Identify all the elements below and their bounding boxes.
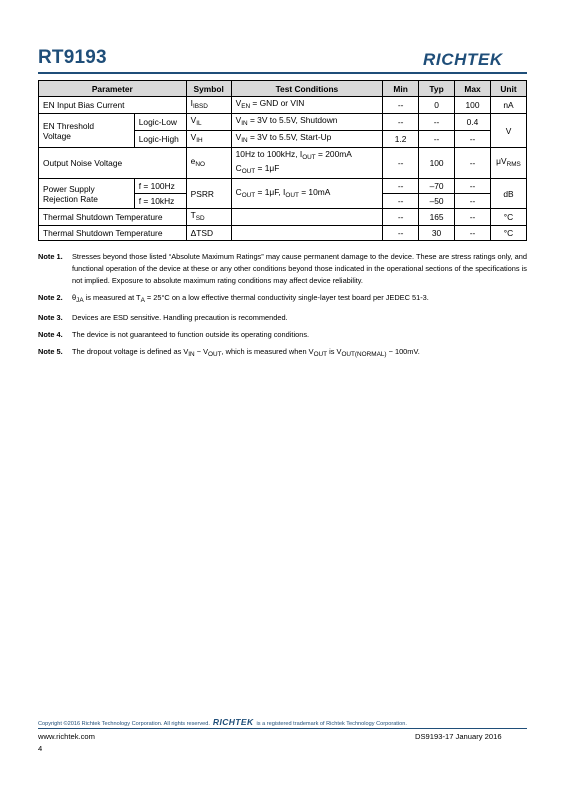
max-cell: 0.4 xyxy=(455,114,491,131)
table-row xyxy=(39,179,527,194)
min-cell: -- xyxy=(383,148,419,179)
table-row xyxy=(39,114,527,131)
footer-logo: RICHTEK xyxy=(212,717,254,727)
typ-cell: -- xyxy=(419,131,455,148)
footer-url: www.richtek.com xyxy=(38,732,95,741)
typ-cell: -- xyxy=(419,114,455,131)
part-number: RT9193 xyxy=(38,47,107,68)
max-cell: -- xyxy=(455,131,491,148)
min-cell: -- xyxy=(383,194,419,209)
page-number: 4 xyxy=(38,744,43,753)
symbol-cell: $T_{SD}$ xyxy=(186,209,231,226)
min-cell: -- xyxy=(383,97,419,114)
footer-copyright: Copyright ©2016 Richtek Technology Corporation. All rights reserved. RICHTEK is a registered trademark of Richtek Technology Corporation. xyxy=(38,717,407,727)
max-cell: -- xyxy=(455,148,491,179)
test-condition-cell: $V_{IN} = 3V$ to 5.5V, Shutdown xyxy=(231,114,383,131)
symbol-cell: $I_{IBSD}$ xyxy=(186,97,231,114)
test-condition-cell: $C_{OUT} = 1\mu F$, $I_{OUT} = 10mA$ xyxy=(231,179,383,209)
note-text: The device is not guaranteed to function outside its operating conditions. xyxy=(72,330,310,339)
symbol-cell: $e_{NO}$ xyxy=(186,148,231,179)
table-header-row xyxy=(39,81,527,97)
symbol-cell: PSRR xyxy=(186,179,231,209)
typ-cell: 165 xyxy=(419,209,455,226)
symbol-cell: ΔTSD xyxy=(186,226,231,241)
footer-doc-id: DS9193-17 January 2016 xyxy=(415,732,502,741)
subparam-cell: f = 100Hz xyxy=(134,179,186,194)
test-condition-cell: $V_{EN}$ = GND or VIN xyxy=(231,97,383,114)
unit-cell: $\mu V_{RMS}$ xyxy=(490,148,526,179)
notes-section xyxy=(38,251,527,366)
typ-cell: 100 xyxy=(419,148,455,179)
richtek-logo: RICHTEK xyxy=(423,50,503,69)
min-cell: 1.2 xyxy=(383,131,419,148)
footer-rule xyxy=(38,728,527,729)
header-typ: Typ xyxy=(419,81,455,97)
test-condition-cell: 10Hz to 100kHz, $I_{OUT} = 200mA$ $C_{OUT} = 1\mu F$ xyxy=(231,148,383,179)
max-cell: -- xyxy=(455,179,491,194)
typ-cell: 0 xyxy=(419,97,455,114)
max-cell: -- xyxy=(455,226,491,241)
note-2 xyxy=(38,292,527,307)
param-cell: Thermal Shutdown Temperature xyxy=(39,209,187,226)
header-rule xyxy=(38,72,527,74)
electrical-characteristics-table xyxy=(38,80,527,241)
note-label: Note 1. xyxy=(38,252,63,261)
min-cell: -- xyxy=(383,209,419,226)
note-label: Note 4. xyxy=(38,330,63,339)
param-cell: EN Input Bias Current xyxy=(39,97,187,114)
unit-cell: °C xyxy=(490,209,526,226)
table-row xyxy=(39,209,527,226)
param-cell: Power Supply Rejection Rate xyxy=(39,179,135,209)
note-text: Stresses beyond those listed “Absolute Maximum Ratings” may cause permanent damage to the device. These are stress ratings only, and functional operation of the device at these or any other conditions beyond those indicated in the operational sections of the specifications is not implied. Exposure to absolute maximum rating conditions may affect device reliability. xyxy=(72,252,527,285)
table-row xyxy=(39,97,527,114)
header-max: Max xyxy=(455,81,491,97)
subparam-cell: f = 10kHz xyxy=(134,194,186,209)
max-cell: 100 xyxy=(455,97,491,114)
subparam-cell: Logic-Low xyxy=(134,114,186,131)
typ-cell: –50 xyxy=(419,194,455,209)
header-test-conditions: Test Conditions xyxy=(231,81,383,97)
unit-cell: V xyxy=(490,114,526,148)
header-symbol: Symbol xyxy=(186,81,231,97)
header-parameter: Parameter xyxy=(39,81,187,97)
note-1 xyxy=(38,251,527,287)
header-min: Min xyxy=(383,81,419,97)
param-cell: Thermal Shutdown Temperature xyxy=(39,226,187,241)
symbol-cell: $V_{IL}$ xyxy=(186,114,231,131)
table-row xyxy=(39,226,527,241)
test-condition-cell xyxy=(231,226,383,241)
min-cell: -- xyxy=(383,226,419,241)
note-5 xyxy=(38,346,527,361)
header-unit: Unit xyxy=(490,81,526,97)
typ-cell: –70 xyxy=(419,179,455,194)
unit-cell: dB xyxy=(490,179,526,209)
min-cell: -- xyxy=(383,179,419,194)
note-label: Note 5. xyxy=(38,347,63,356)
table-row xyxy=(39,148,527,179)
subparam-cell: Logic-High xyxy=(134,131,186,148)
test-condition-cell: $V_{IN} = 3V$ to 5.5V, Start-Up xyxy=(231,131,383,148)
note-label: Note 2. xyxy=(38,293,63,302)
note-text: The dropout voltage is defined as $V_{IN} - V_{OUT}$, which is measured when $V_{OUT}$ is $V_{OUT(NORMAL)} - 100mV$. xyxy=(72,347,420,358)
typ-cell: 30 xyxy=(419,226,455,241)
note-text: $\theta_{JA}$ is measured at $T_A = 25^\circ C$ on a low effective thermal conductivity single-layer test board per JEDEC 51-3. xyxy=(72,293,429,304)
param-cell: EN Threshold Voltage xyxy=(39,114,135,148)
note-4 xyxy=(38,329,527,341)
unit-cell: °C xyxy=(490,226,526,241)
unit-cell: nA xyxy=(490,97,526,114)
min-cell: -- xyxy=(383,114,419,131)
param-cell: Output Noise Voltage xyxy=(39,148,187,179)
note-3 xyxy=(38,312,527,324)
max-cell: -- xyxy=(455,194,491,209)
note-label: Note 3. xyxy=(38,313,63,322)
test-condition-cell xyxy=(231,209,383,226)
symbol-cell: $V_{IH}$ xyxy=(186,131,231,148)
note-text: Devices are ESD sensitive. Handling precaution is recommended. xyxy=(72,313,288,322)
max-cell: -- xyxy=(455,209,491,226)
